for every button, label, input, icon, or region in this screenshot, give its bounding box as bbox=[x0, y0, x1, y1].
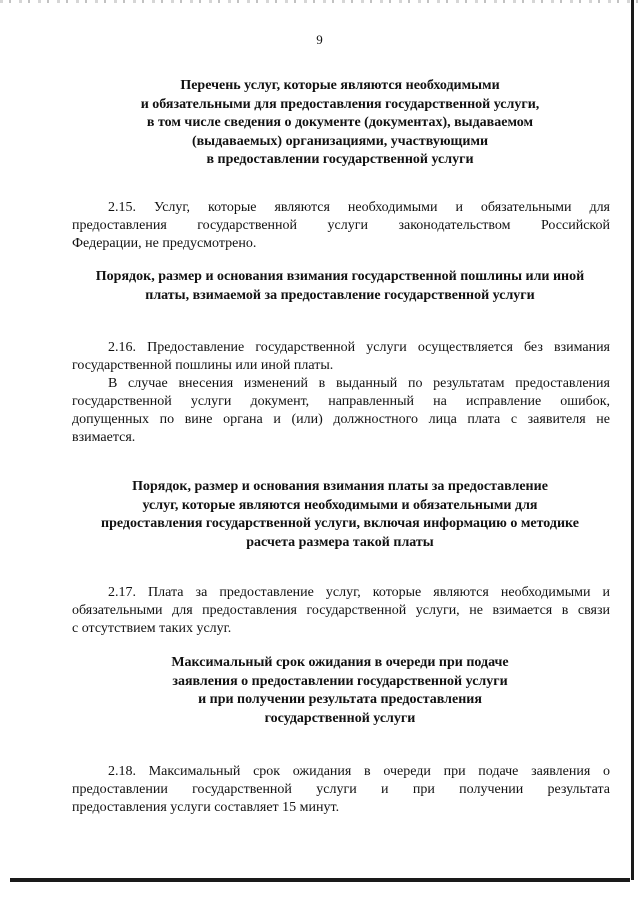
paragraph-2-16: 2.16. Предоставление государственной услуги осуществляется без взимания государственной пошлины или иной платы. В случае внесения изменений в выданный по результатам предоставления государственной услуги документ, направленный на исправление ошибок, допущенных по вине органа и (или) должностного лица плата с заявителя не взимается. bbox=[72, 340, 610, 445]
paragraph-2-15: 2.15. Услуг, которые являются необходимыми и обязательными для предоставления государственной услуги законодательством Российской Федерации, не предусмотрено. bbox=[72, 200, 610, 251]
section-heading-state-duty: Порядок, размер и основания взимания государственной пошлины или иной платы, взимаемой за предоставление государственной услуги bbox=[95, 269, 585, 303]
section-heading-waiting-time: Максимальный срок ожидания в очереди при подаче заявления о предоставлении государственной услуги и при получении результата предоставления государственной услуги bbox=[171, 655, 509, 726]
scan-border-right bbox=[631, 0, 634, 880]
paragraph-2-17: 2.17. Плата за предоставление услуг, которые являются необходимыми и обязательными для предоставления государственной услуги, не взимается в связи с отсутствием таких услуг. bbox=[72, 585, 610, 636]
section-heading-fees-for-services: Порядок, размер и основания взимания платы за предоставление услуг, которые являются необходимыми и обязательными для предоставления государственной услуги, включая информацию о методике расчета размера такой платы bbox=[101, 479, 579, 550]
scan-border-bottom bbox=[10, 878, 630, 882]
scan-artifact bbox=[0, 0, 639, 3]
section-heading-services-list: Перечень услуг, которые являются необходимыми и обязательными для предоставления государственной услуги, в том числе сведения о документе (документах), выдаваемом (выдаваемых) организациями, участвующими в предоставлении государственной услуги bbox=[140, 78, 540, 167]
page-number: 9 bbox=[316, 32, 323, 47]
paragraph-2-18: 2.18. Максимальный срок ожидания в очереди при подаче заявления о предоставлении государственной услуги и при получении результата предоставления услуги составляет 15 минут. bbox=[72, 764, 610, 815]
